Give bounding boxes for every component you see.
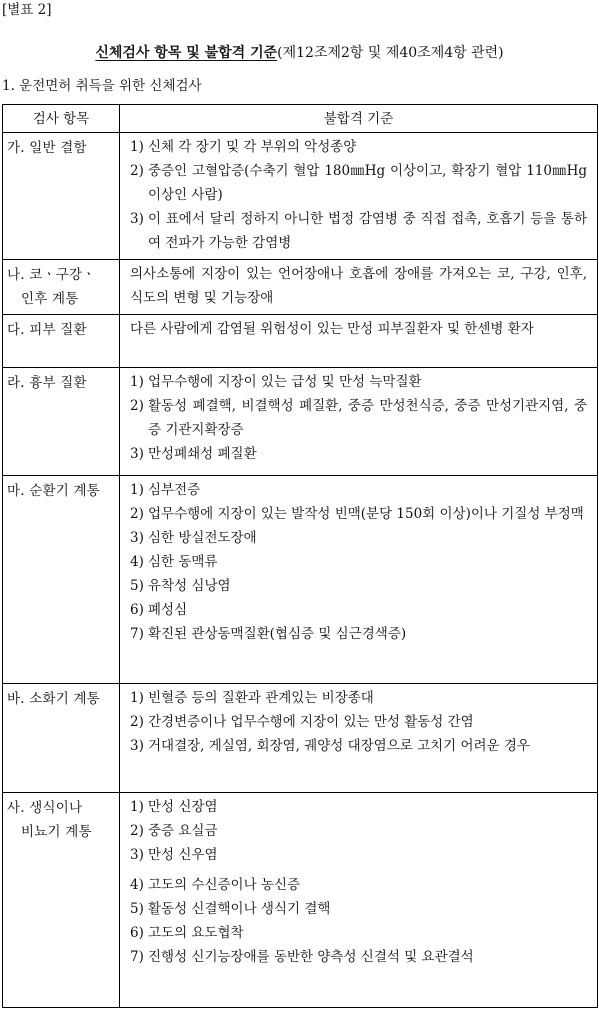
- category-label: 나. 코ㆍ구강ㆍ: [7, 267, 96, 283]
- criteria-item: 6) 폐성심: [130, 602, 188, 618]
- criteria-item: 7) 진행성 신기능장애를 동반한 양측성 신결석 및 요관결석: [130, 949, 474, 965]
- category-cell: [3, 684, 120, 793]
- category-label-line2: 비뇨기 계통: [21, 824, 92, 840]
- criteria-item: 4) 심한 동맥류: [130, 554, 218, 570]
- criteria-item: 3) 거대결장, 게실염, 회장염, 궤양성 대장염으로 고치기 어려운 경우: [130, 738, 530, 754]
- criteria-item: 2) 활동성 폐결핵, 비결핵성 폐질환, 중증 만성천식증, 중증 만성기관지염, 중증 기관지확장증: [130, 398, 587, 438]
- criteria-item: 3) 만성폐쇄성 폐질환: [130, 446, 257, 462]
- document-title: [0, 41, 599, 65]
- criteria-cell: [120, 315, 598, 368]
- table-row: [3, 793, 598, 1008]
- criteria-item: 6) 고도의 요도협착: [130, 925, 244, 941]
- criteria-table: [2, 104, 598, 1008]
- criteria-item: 7) 확진된 관상동맥질환(협심증 및 심근경색증): [130, 626, 407, 642]
- table-row: [3, 368, 598, 476]
- category-cell: [3, 368, 120, 476]
- criteria-item: 1) 빈혈증 등의 질환과 관계있는 비장종대: [130, 690, 374, 706]
- table-row: [3, 476, 598, 684]
- category-cell: [3, 260, 120, 315]
- criteria-item: 2) 중증인 고혈압증(수축기 혈압 180㎜Hg 이상이고, 확장기 혈압 110㎜Hg 이상인 사람): [130, 163, 587, 203]
- annex-label: [별표 2]: [2, 2, 52, 18]
- criteria-item: 1) 업무수행에 지장이 있는 급성 및 만성 늑막질환: [130, 374, 422, 390]
- header-exam-item: 검사 항목: [3, 105, 120, 133]
- table-row: [3, 260, 598, 315]
- criteria-item: 4) 고도의 수신증이나 농신증: [130, 877, 301, 893]
- criteria-cell: [120, 476, 598, 684]
- criteria-cell: [120, 793, 598, 1008]
- criteria-cell: [120, 368, 598, 476]
- category-label: 마. 순환기 계통: [7, 483, 100, 499]
- criteria-item: 5) 활동성 신결핵이나 생식기 결핵: [130, 901, 331, 917]
- criteria-item: 3) 심한 방실전도장애: [130, 530, 257, 546]
- criteria-item: 1) 신체 각 장기 및 각 부위의 악성종양: [130, 139, 357, 155]
- table-row: [3, 133, 598, 260]
- criteria-text: 다른 사람에게 감염될 위험성이 있는 만성 피부질환자 및 한센병 환자: [130, 321, 534, 337]
- category-label-line2: 인후 계통: [21, 291, 79, 307]
- criteria-item: 2) 업무수행에 지장이 있는 발작성 빈맥(분당 150회 이상)이나 기질성 부정맥: [130, 506, 584, 522]
- criteria-cell: [120, 133, 598, 260]
- category-cell: [3, 476, 120, 684]
- criteria-cell: [120, 684, 598, 793]
- section-heading: 1. 운전면허 취득을 위한 신체검사: [2, 78, 202, 94]
- header-fail-criteria: 불합격 기준: [120, 105, 598, 133]
- category-label: 다. 피부 질환: [7, 322, 87, 338]
- category-label: 사. 생식이나: [7, 800, 83, 816]
- title-main: 신체검사 항목 및 불합격 기준: [95, 45, 278, 61]
- category-cell: [3, 315, 120, 368]
- criteria-item: 2) 간경변증이나 업무수행에 지장이 있는 만성 활동성 간염: [130, 714, 474, 730]
- criteria-item: 1) 만성 신장염: [130, 799, 218, 815]
- criteria-cell: [120, 260, 598, 315]
- table-row: [3, 684, 598, 793]
- title-reference: (제12조제2항 및 제40조제4항 관련): [277, 45, 504, 61]
- table-row: [3, 315, 598, 368]
- category-label: 가. 일반 결함: [7, 140, 87, 156]
- criteria-text: 의사소통에 지장이 있는 언어장애나 호흡에 장애를 가져오는 코, 구강, 인후, 식도의 변형 및 기능장애: [130, 266, 587, 306]
- category-label: 바. 소화기 계통: [7, 691, 100, 707]
- criteria-item: 3) 만성 신우염: [130, 847, 218, 863]
- criteria-item: 1) 심부전증: [130, 482, 201, 498]
- criteria-item: 2) 중증 요실금: [130, 823, 218, 839]
- category-label: 라. 흉부 질환: [7, 375, 87, 391]
- table-header-row: [3, 105, 598, 133]
- category-cell: [3, 133, 120, 260]
- category-cell: [3, 793, 120, 1008]
- criteria-item: 5) 유착성 심낭염: [130, 578, 231, 594]
- criteria-item: 3) 이 표에서 달리 정하지 아니한 법정 감염병 중 직접 접촉, 호흡기 등을 통하여 전파가 가능한 감염병: [130, 211, 587, 251]
